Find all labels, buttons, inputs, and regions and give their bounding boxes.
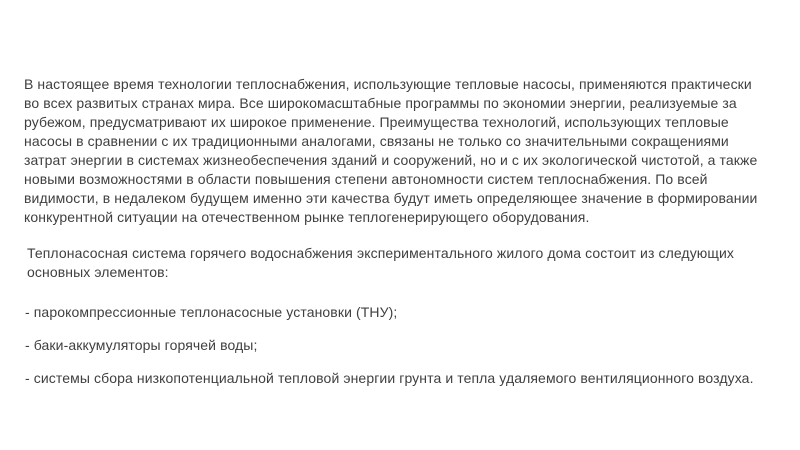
intro-paragraph-line: конкурентной ситуации на отечественном рынке теплогенерирующего оборудования. [24,209,590,225]
intro-paragraph-line: рубежом, предусматривают их широкое применение. Преимущества технологий, использующих тепловые [24,114,729,130]
bullet-item: - системы сбора низкопотенциальной тепловой энергии грунта и тепла удаляемого вентиляционного воздуха. [25,370,754,386]
system-paragraph [27,244,734,282]
bullet-list [25,303,754,388]
bullet-item: - парокомпрессионные теплонасосные установки (ТНУ); [25,304,398,320]
intro-paragraph-line: В настоящее время технологии теплоснабжения, использующие тепловые насосы, применяются практически [24,76,752,92]
system-paragraph-line: Теплонасосная система горячего водоснабжения экспериментального жилого дома состоит из следующих [27,245,735,261]
intro-paragraph-line: новыми возможностями в области повышения степени автономности систем теплоснабжения. По всей [24,171,708,187]
system-paragraph-line: основных элементов: [27,264,169,280]
intro-paragraph-line: видимости, в недалеком будущем именно эти качества будут иметь определяющее значение в формировании [24,190,758,206]
intro-paragraph-line: во всех развитых странах мира. Все широкомасштабные программы по экономии энергии, реализуемые за [24,95,737,111]
intro-paragraph [24,75,757,227]
intro-paragraph-line: затрат энергии в системах жизнеобеспечения зданий и сооружений, но и с их экологической чистотой, а также [24,152,758,168]
intro-paragraph-line: насосы в сравнении с их традиционными аналогами, связаны не только со значительными сокращениями [24,133,729,149]
bullet-item: - баки-аккумуляторы горячей воды; [25,337,258,353]
